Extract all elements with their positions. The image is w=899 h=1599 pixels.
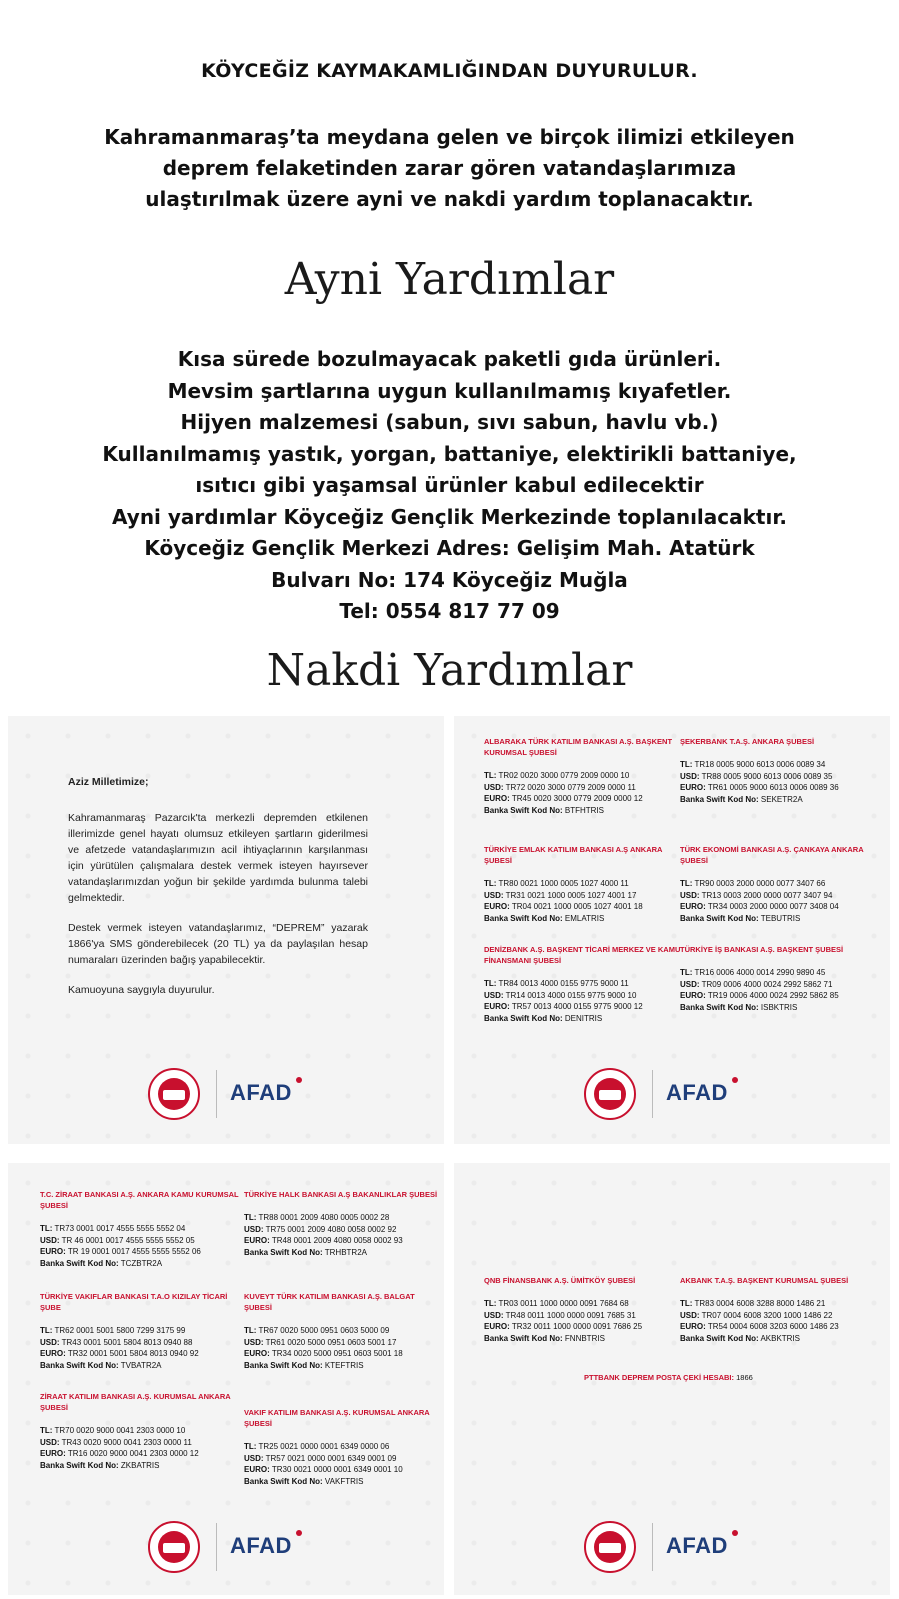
iban-usd[interactable]: TR09 0006 4000 0024 2992 5862 71: [701, 979, 833, 989]
ayni-line: Kısa sürede bozulmayacak paketli gıda ürünleri.: [177, 347, 722, 371]
iban-euro[interactable]: TR 19 0001 0017 4555 5555 5552 06: [67, 1247, 201, 1256]
bank-name: VAKIF KATILIM BANKASI A.Ş. KURUMSAL ANKARA ŞUBESİ: [244, 1408, 430, 1428]
swift-code[interactable]: ZKBATRIS: [120, 1460, 160, 1470]
iban-tl[interactable]: TR90 0003 2000 0000 0077 3407 66: [694, 879, 826, 888]
bank-name: DENİZBANK A.Ş. BAŞKENT TİCARİ MERKEZ VE KAMU FİNANSMANI ŞUBESİ: [484, 945, 681, 965]
iban-tl[interactable]: TR25 0021 0000 0001 6349 0000 06: [258, 1442, 390, 1451]
iban-tl[interactable]: TR88 0001 2009 4080 0005 0002 28: [258, 1213, 390, 1222]
iban-euro[interactable]: TR16 0020 9000 0041 2303 0000 12: [67, 1449, 199, 1458]
ayni-line: Mevsim şartlarına uygun kullanılmamış kıyafetler.: [167, 378, 732, 403]
bank-name: KUVEYT TÜRK KATILIM BANKASI A.Ş. BALGAT ŞUBESİ: [244, 1292, 415, 1312]
ptt-value[interactable]: 1866: [736, 1373, 753, 1382]
iban-tl[interactable]: TR02 0020 3000 0779 2009 0000 10: [498, 771, 630, 780]
iban-usd[interactable]: TR61 0020 5000 0951 0603 5001 17: [265, 1337, 397, 1347]
iban-usd[interactable]: TR72 0020 3000 0779 2009 0000 11: [505, 782, 636, 792]
bank-block: TÜRKİYE İŞ BANKASI A.Ş. BAŞKENT ŞUBESİ TL: TR16 0006 4000 0014 2990 9890 45 USD: TR09 0006 4000 0024 2992 5862 71 EURO: TR19 0006 4000 0024 2992 5862 85 Banka Swift Kod No: ISBKTRIS: [680, 944, 880, 1013]
ayni-line: Bulvarı No: 174 Köyceğiz Muğla: [271, 567, 628, 592]
iban-euro[interactable]: TR45 0020 3000 0779 2009 0000 12: [511, 794, 643, 803]
ayni-title: Ayni Yardımlar: [284, 254, 615, 305]
ayni-line: Kullanılmamış yastık, yorgan, battaniye, elektirikli battaniye,: [102, 441, 797, 466]
bank-name: ŞEKERBANK T.A.Ş. ANKARA ŞUBESİ: [680, 737, 815, 746]
bank-block: QNB FİNANSBANK A.Ş. ÜMİTKÖY ŞUBESİ TL: TR03 0011 1000 0000 0091 7684 68 USD: TR48 0011 1000 0000 0091 7685 31 EURO: TR32 0011 1000 0000 0091 7686 25 Banka Swift Kod No: FNNBTRIS: [484, 1275, 684, 1344]
bank-name: TÜRKİYE VAKIFLAR BANKASI T.A.O KIZILAY TİCARİ ŞUBE: [40, 1292, 228, 1312]
iban-tl[interactable]: TR62 0001 5001 5800 7299 3175 99: [54, 1326, 186, 1335]
swift-code[interactable]: EMLATRIS: [564, 913, 605, 923]
swift-code[interactable]: DENITRIS: [564, 1013, 603, 1023]
iban-usd[interactable]: TR57 0021 0000 0001 6349 0001 09: [265, 1453, 397, 1463]
intro-line: ulaştırılmak üzere ayni ve nakdi yardım toplanacaktır.: [145, 187, 754, 211]
bank-name: TÜRKİYE İŞ BANKASI A.Ş. BAŞKENT ŞUBESİ: [680, 945, 844, 954]
iban-tl[interactable]: TR73 0001 0017 4555 5555 5552 04: [54, 1224, 186, 1233]
bank-name: TÜRKİYE HALK BANKASI A.Ş BAKANLIKLAR ŞUBESİ: [244, 1190, 438, 1199]
iban-euro[interactable]: TR32 0011 1000 0000 0091 7686 25: [511, 1322, 643, 1331]
swift-code[interactable]: KTEFTRIS: [324, 1360, 364, 1370]
bank-block: VAKIF KATILIM BANKASI A.Ş. KURUMSAL ANKARA ŞUBESİ TL: TR25 0021 0000 0001 6349 0000 06 USD: TR57 0021 0000 0001 6349 0001 09 EURO: TR30 0021 0000 0001 6349 0001 10 Banka Swift Kod No: VAKFTRIS: [244, 1407, 444, 1487]
bank-block: TÜRKİYE VAKIFLAR BANKASI T.A.O KIZILAY TİCARİ ŞUBE TL: TR62 0001 5001 5800 7299 3175 99 USD: TR43 0001 5001 5804 8013 0940 88 EURO: TR32 0001 5001 5804 8013 0940 92 Banka Swift Kod No: TVBATR2A: [40, 1291, 240, 1371]
ayni-line: Tel: 0554 817 77 09: [339, 599, 560, 623]
swift-code[interactable]: VAKFTRIS: [324, 1476, 364, 1486]
iban-tl[interactable]: TR03 0011 1000 0000 0091 7684 68: [498, 1299, 629, 1308]
iban-tl[interactable]: TR16 0006 4000 0014 2990 9890 45: [694, 968, 826, 977]
bank-block: ŞEKERBANK T.A.Ş. ANKARA ŞUBESİ TL: TR18 0005 9000 6013 0006 0089 34 USD: TR88 0005 9000 6013 0006 0089 35 EURO: TR61 0005 9000 6013 0006 0089 36 Banka Swift Kod No: SEKETR2A: [680, 736, 880, 805]
intro-line: Kahramanmaraş’ta meydana gelen ve birçok ilimizi etkileyen: [104, 125, 795, 149]
iban-euro[interactable]: TR30 0021 0000 0001 6349 0001 10: [271, 1465, 403, 1474]
afad-seal-icon: [584, 1068, 636, 1120]
nakdi-title: Nakdi Yardımlar: [266, 645, 633, 696]
afad-seal-icon: [148, 1068, 200, 1120]
logo-divider: [652, 1070, 653, 1118]
iban-tl[interactable]: TR18 0005 9000 6013 0006 0089 34: [694, 760, 826, 769]
ayni-line: ısıtıcı gibi yaşamsal ürünler kabul edilecektir: [195, 473, 704, 497]
afad-logo: AFAD: [230, 1080, 292, 1105]
iban-tl[interactable]: TR70 0020 9000 0041 2303 0000 10: [54, 1426, 186, 1435]
afad-logo-dot: [296, 1077, 302, 1083]
bank-block: T.C. ZİRAAT BANKASI A.Ş. ANKARA KAMU KURUMSAL ŞUBESİ TL: TR73 0001 0017 4555 5555 5552 04 USD: TR 46 0001 0017 4555 5555 5552 05 EURO: TR 19 0001 0017 4555 5555 5552 06 Banka Swift Kod No: TCZBTR2A: [40, 1190, 239, 1268]
ayni-line: Hijyen malzemesi (sabun, sıvı sabun, havlu vb.): [180, 410, 719, 434]
bank-name: ALBARAKA TÜRK KATILIM BANKASI A.Ş. BAŞKENT KURUMSAL ŞUBESİ: [484, 737, 673, 757]
logo-divider: [216, 1523, 217, 1571]
announcement-title: KÖYCEĞİZ KAYMAKAMLIĞINDAN DUYURULUR.: [201, 60, 698, 82]
ptt-account: [584, 1373, 753, 1382]
afad-seal-icon: [148, 1521, 200, 1573]
afad-letter-panel: [8, 716, 444, 1144]
swift-code[interactable]: AKBKTRIS: [760, 1333, 801, 1343]
letter-greeting: Aziz Milletimize;: [68, 776, 149, 788]
iban-usd[interactable]: TR13 0003 2000 0000 0077 3407 94: [701, 890, 833, 900]
iban-euro[interactable]: TR61 0005 9000 6013 0006 0089 36: [707, 783, 839, 792]
iban-usd[interactable]: TR 46 0001 0017 4555 5555 5552 05: [61, 1235, 195, 1245]
iban-tl[interactable]: TR83 0004 6008 3288 8000 1486 21: [694, 1299, 826, 1308]
bank-name: QNB FİNANSBANK A.Ş. ÜMİTKÖY ŞUBESİ: [484, 1276, 636, 1285]
swift-code[interactable]: FNNBTRIS: [564, 1333, 605, 1343]
iban-euro[interactable]: TR32 0001 5001 5804 8013 0940 92: [67, 1349, 199, 1358]
swift-code[interactable]: TRHBTR2A: [324, 1247, 367, 1257]
iban-euro[interactable]: TR54 0004 6008 3203 6000 1486 23: [707, 1322, 839, 1331]
iban-usd[interactable]: TR07 0004 6008 3200 1000 1486 22: [701, 1310, 833, 1320]
logo-divider: [216, 1070, 217, 1118]
swift-code[interactable]: SEKETR2A: [760, 794, 803, 804]
bank-name: TÜRKİYE EMLAK KATILIM BANKASI A.Ş ANKARA ŞUBESİ: [484, 845, 663, 865]
iban-euro[interactable]: TR34 0020 5000 0951 0603 5001 18: [271, 1349, 403, 1358]
swift-code[interactable]: TCZBTR2A: [120, 1258, 163, 1268]
bank-name: AKBANK T.A.Ş. BAŞKENT KURUMSAL ŞUBESİ: [680, 1276, 849, 1285]
afad-logo: AFAD: [666, 1080, 728, 1105]
ayni-line: Köyceğiz Gençlik Merkezi Adres: Gelişim Mah. Atatürk: [144, 536, 755, 560]
swift-code[interactable]: BTFHTRIS: [564, 805, 605, 815]
bank-block: TÜRK EKONOMİ BANKASI A.Ş. ÇANKAYA ANKARA ŞUBESİ TL: TR90 0003 2000 0000 0077 3407 66 USD: TR13 0003 2000 0000 0077 3407 94 EURO: TR34 0003 2000 0000 0077 3408 04 Banka Swift Kod No: TEBUTRIS: [680, 844, 880, 924]
iban-tl[interactable]: TR67 0020 5000 0951 0603 5000 09: [258, 1326, 390, 1335]
bank-block: DENİZBANK A.Ş. BAŞKENT TİCARİ MERKEZ VE KAMU FİNANSMANI ŞUBESİ TL: TR84 0013 4000 0155 9775 9000 11 USD: TR14 0013 4000 0155 9775 9000 10 EURO: TR57 0013 4000 0155 9775 9000 12 Banka Swift Kod No: DENITRIS: [484, 944, 684, 1024]
iban-euro[interactable]: TR48 0001 2009 4080 0058 0002 93: [271, 1236, 403, 1245]
bank-name: TÜRK EKONOMİ BANKASI A.Ş. ÇANKAYA ANKARA ŞUBESİ: [680, 845, 864, 865]
iban-usd[interactable]: TR75 0001 2009 4080 0058 0002 92: [265, 1224, 397, 1234]
bank-panel-3: [454, 1163, 890, 1595]
iban-euro[interactable]: TR57 0013 4000 0155 9775 9000 12: [511, 1002, 643, 1011]
letter-paragraph: Kamuoyuna saygıyla duyurulur.: [68, 984, 215, 996]
iban-usd[interactable]: TR43 0020 9000 0041 2303 0000 11: [61, 1437, 192, 1447]
bank-name: ZİRAAT KATILIM BANKASI A.Ş. KURUMSAL ANKARA ŞUBESİ: [40, 1392, 231, 1412]
ayni-list: [0, 344, 899, 628]
letter-paragraph: Kahramanmaraş Pazarcık'ta merkezli depremden etkilenen illerimizde genel hayatı olumsuz etkileyen şartların giderilmesi ve afetzede vatandaşlarımızın acil ihtiyaçlarının karşılanması için yürütülen çalışmalara destek vermek isteyen hayırsever vatandaşlarımızdan yoğun bir şekilde yardımda bulunma talebi gelmektedir.: [68, 812, 368, 904]
afad-letter: [68, 774, 368, 1012]
iban-tl[interactable]: TR80 0021 1000 0005 1027 4000 11: [498, 879, 629, 888]
iban-usd[interactable]: TR31 0021 1000 0005 1027 4001 17: [505, 890, 637, 900]
bank-block: ZİRAAT KATILIM BANKASI A.Ş. KURUMSAL ANKARA ŞUBESİ TL: TR70 0020 9000 0041 2303 0000 10 USD: TR43 0020 9000 0041 2303 0000 11 EURO: TR16 0020 9000 0041 2303 0000 12 Banka Swift Kod No: ZKBATRIS: [40, 1391, 240, 1471]
announcement-intro: [0, 122, 899, 215]
iban-usd[interactable]: TR48 0011 1000 0000 0091 7685 31: [505, 1310, 636, 1320]
ayni-line: Ayni yardımlar Köyceğiz Gençlik Merkezinde toplanılacaktır.: [112, 504, 787, 529]
afad-logo-dot: [732, 1077, 738, 1083]
iban-usd[interactable]: TR43 0001 5001 5804 8013 0940 88: [61, 1337, 193, 1347]
iban-usd[interactable]: TR88 0005 9000 6013 0006 0089 35: [701, 771, 833, 781]
iban-euro[interactable]: TR34 0003 2000 0000 0077 3408 04: [707, 902, 839, 911]
logo-divider: [652, 1523, 653, 1571]
afad-logo: AFAD: [666, 1533, 728, 1558]
bank-block: TÜRKİYE EMLAK KATILIM BANKASI A.Ş ANKARA ŞUBESİ TL: TR80 0021 1000 0005 1027 4000 11 USD: TR31 0021 1000 0005 1027 4001 17 EURO: TR04 0021 1000 0005 1027 4001 18 Banka Swift Kod No: EMLATRIS: [484, 844, 684, 924]
swift-code[interactable]: ISBKTRIS: [760, 1002, 798, 1012]
swift-code[interactable]: TEBUTRIS: [760, 913, 801, 923]
bank-name: T.C. ZİRAAT BANKASI A.Ş. ANKARA KAMU KURUMSAL ŞUBESİ: [40, 1190, 239, 1210]
afad-seal-icon: [584, 1521, 636, 1573]
afad-logo: AFAD: [230, 1533, 292, 1558]
iban-tl[interactable]: TR84 0013 4000 0155 9775 9000 11: [498, 979, 629, 988]
letter-paragraph: Destek vermek isteyen vatandaşlarımız, “DEPREM” yazarak 1866'ya SMS gönderebilecek (20 TL) ya da paylaşılan hesap numaraları üzerinden bağış yapabilecektir.: [68, 922, 368, 966]
iban-euro[interactable]: TR19 0006 4000 0024 2992 5862 85: [707, 991, 839, 1000]
bank-block: AKBANK T.A.Ş. BAŞKENT KURUMSAL ŞUBESİ TL: TR83 0004 6008 3288 8000 1486 21 USD: TR07 0004 6008 3200 1000 1486 22 EURO: TR54 0004 6008 3203 6000 1486 23 Banka Swift Kod No: AKBKTRIS: [680, 1275, 880, 1344]
iban-euro[interactable]: TR04 0021 1000 0005 1027 4001 18: [511, 902, 643, 911]
bank-block: ALBARAKA TÜRK KATILIM BANKASI A.Ş. BAŞKENT KURUMSAL ŞUBESİ TL: TR02 0020 3000 0779 2009 0000 10 USD: TR72 0020 3000 0779 2009 0000 11 EURO: TR45 0020 3000 0779 2009 0000 12 Banka Swift Kod No: BTFHTRIS: [484, 736, 684, 816]
bank-block: TÜRKİYE HALK BANKASI A.Ş BAKANLIKLAR ŞUBESİ TL: TR88 0001 2009 4080 0005 0002 28 USD: TR75 0001 2009 4080 0058 0002 92 EURO: TR48 0001 2009 4080 0058 0002 93 Banka Swift Kod No: TRHBTR2A: [244, 1189, 444, 1258]
bank-block: KUVEYT TÜRK KATILIM BANKASI A.Ş. BALGAT ŞUBESİ TL: TR67 0020 5000 0951 0603 5000 09 USD: TR61 0020 5000 0951 0603 5001 17 EURO: TR34 0020 5000 0951 0603 5001 18 Banka Swift Kod No: KTEFTRIS: [244, 1291, 444, 1371]
iban-usd[interactable]: TR14 0013 4000 0155 9775 9000 10: [505, 990, 637, 1000]
bank-panel-2: [8, 1163, 444, 1595]
afad-logo-dot: [296, 1530, 302, 1536]
afad-logo-dot: [732, 1530, 738, 1536]
swift-code[interactable]: TVBATR2A: [120, 1360, 162, 1370]
ptt-label: PTTBANK DEPREM POSTA ÇEKİ HESABI:: [584, 1373, 735, 1382]
intro-line: deprem felaketinden zarar gören vatandaşlarımıza: [162, 156, 737, 180]
bank-panel-1: [454, 716, 890, 1144]
